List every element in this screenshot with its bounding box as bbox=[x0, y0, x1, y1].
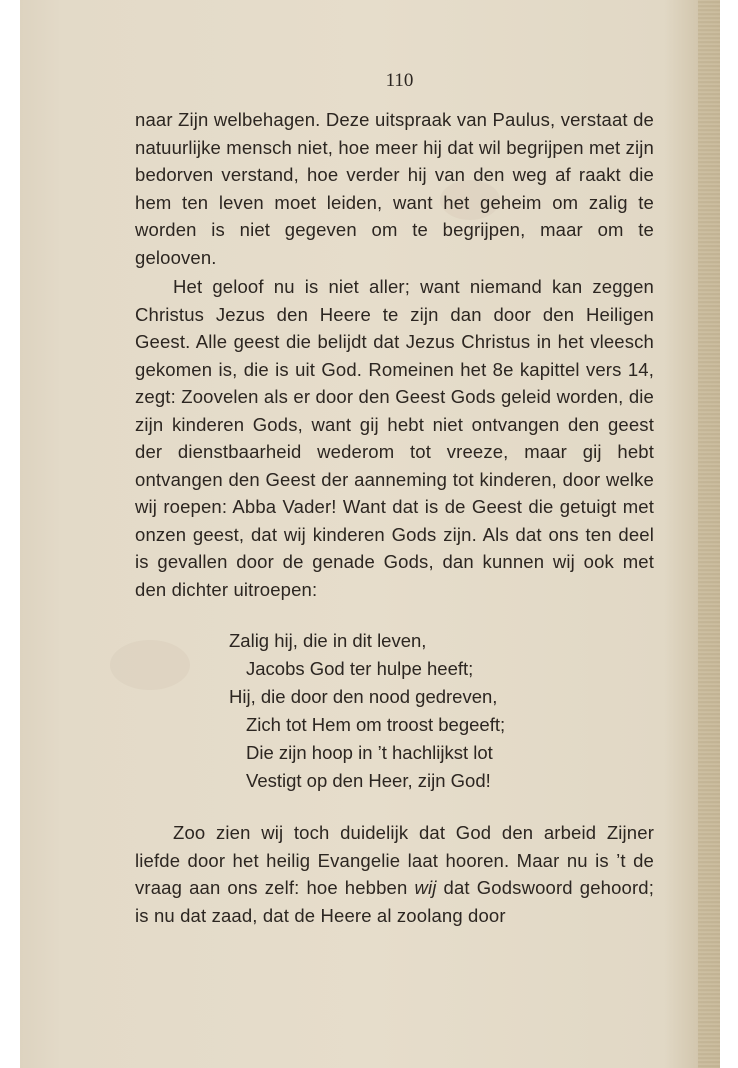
paragraph-3-text-end: dat Godswoord gehoord; is nu dat zaad, dat de Heere al zoolang door bbox=[135, 877, 654, 926]
poem-line: Vestigt op den Heer, zijn God! bbox=[246, 770, 491, 791]
poem-line: Jacobs God ter hulpe heeft; bbox=[246, 658, 474, 679]
poem-line: Zich tot Hem om troost begeeft; bbox=[246, 714, 506, 735]
paragraph-3-text: Zoo zien wij toch duidelijk dat God den arbeid Zijner liefde door het heilig Evangelie laat hooren. Maar nu is ’t de vraag aan ons zelf: hoe hebben bbox=[135, 822, 654, 898]
poem-line: Zalig hij, die in dit leven, bbox=[229, 630, 427, 651]
poem-stanza bbox=[229, 627, 654, 795]
paragraph-1: naar Zijn welbehagen. Deze uitspraak van Paulus, verstaat de natuurlijke mensch niet, hoe meer hij dat wil begrijpen met zijn bedorven verstand, hoe verder hij van den weg af raakt die hem ten leven moet leiden, want het geheim om zalig te worden is niet gegeven om te begrijpen, maar om te gelooven. bbox=[135, 109, 654, 268]
paragraph-2: Het geloof nu is niet aller; want niemand kan zeggen Christus Jezus den Heere te zijn dan door den Heiligen Geest. Alle geest die belijdt dat Jezus Christus in het vleesch gekomen is, die is uit God. Romeinen het 8e kapittel vers 14, zegt: Zoovelen als er door den Geest Gods geleid worden, die zijn kinderen Gods, want gij hebt niet ontvangen den geest der dienstbaarheid wederom tot vreeze, maar gij hebt ontvangen den Geest der aanneming tot kinderen, door welke wij roepen: Abba Vader! Want dat is de Geest die getuigt met onzen geest, dat wij kinderen Gods zijn. Als dat ons ten deel is gevallen door de genade Gods, dan kunnen wij ook met den dichter uitroepen: bbox=[135, 276, 654, 600]
emphasis-word: wij bbox=[414, 877, 437, 898]
poem-line: Hij, die door den nood gedreven, bbox=[229, 686, 498, 707]
poem-line: Die zijn hoop in ’t hachlijkst lot bbox=[246, 742, 493, 763]
page-number: 110 bbox=[385, 70, 414, 91]
page-edge bbox=[698, 0, 720, 1068]
paragraph-3 bbox=[135, 819, 654, 929]
page-content bbox=[135, 70, 654, 929]
